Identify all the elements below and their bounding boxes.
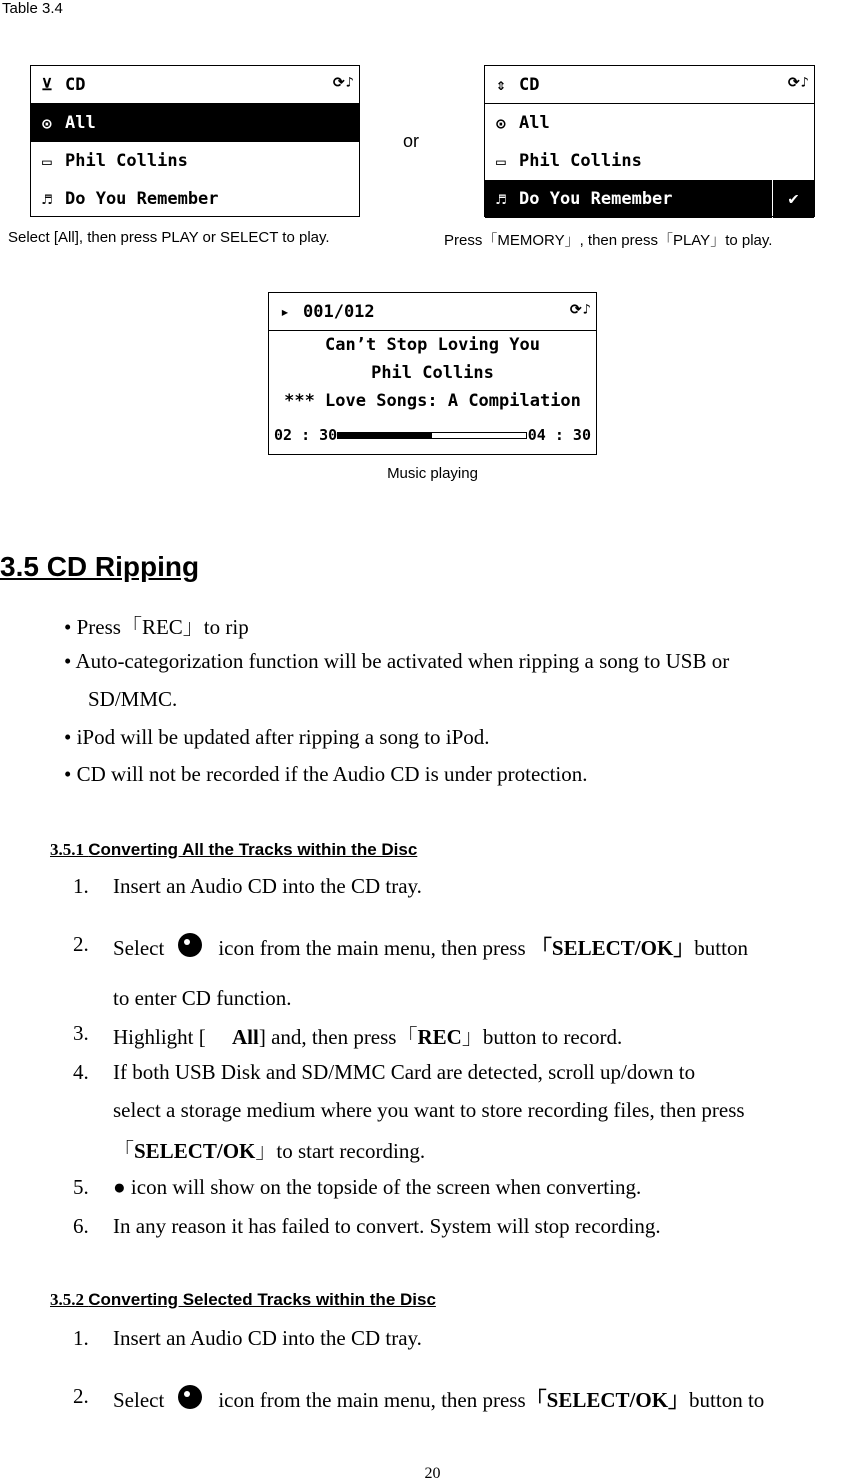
lcd-screen-select-all [30,65,360,217]
progress-fill [338,433,432,438]
lcd-screen-playing [268,292,597,455]
item-label: All [519,113,550,133]
check-icon: ✔ [773,180,814,218]
song-title: Can’t Stop Loving You [325,335,540,355]
track-counter: 001/012 [303,301,375,322]
music-note-icon: ♬ [496,189,506,209]
caption: Press「MEMORY」, then press「PLAY」to play. [444,232,773,249]
caption: Music playing [387,465,478,482]
subsection-title: 3.5.1 Converting All the Tracks within the Disc [50,840,418,859]
folder-icon: ▭ [42,151,52,171]
subsection-title: 3.5.2 Converting Selected Tracks within the Disc [50,1290,436,1309]
list-item-all[interactable] [31,104,359,142]
or-label: or [403,131,420,151]
status-icons: ⟳♪ [787,75,810,91]
bullet: • Press「REC」to rip [64,615,249,639]
item-label: Phil Collins [519,151,642,171]
elapsed-time: 02 : 30 [274,426,338,444]
folder-icon: ▭ [496,151,506,171]
updown-icon: ⇕ [496,75,506,94]
list-item-folder[interactable] [31,142,359,180]
music-note-icon: ♬ [42,189,52,209]
item-label: All [65,113,96,133]
status-icons: ⟳♪ [332,75,355,91]
total-time: 04 : 30 [527,426,591,444]
bullet: • Auto-categorization function will be activated when ripping a song to USB or [64,649,730,673]
status-icons: ⟳♪ [569,302,592,318]
screen-title: CD [519,74,540,95]
list-item-song[interactable] [485,180,772,218]
list-item-song[interactable] [31,180,359,218]
artist: Phil Collins [371,363,494,383]
item-label: Phil Collins [65,151,188,171]
radio-icon: ⊙ [496,113,506,133]
album: *** Love Songs: A Compilation [284,391,581,411]
play-icon: ▸ [280,302,290,321]
table-label: Table 3.4 [2,0,63,17]
section-title: 3.5 CD Ripping [0,551,200,582]
download-icon: ⊻ [41,75,53,94]
page-number: 20 [424,1465,441,1482]
bullet: • CD will not be recorded if the Audio CD is under protection. [64,762,588,786]
lcd-screen-memory [484,65,815,217]
list-item-folder[interactable] [485,142,814,180]
cd-icon [178,933,202,957]
screen-title: CD [65,74,86,95]
list-item-all[interactable] [485,104,814,142]
bullet: • iPod will be updated after ripping a song to iPod. [64,725,490,749]
caption: Select [All], then press PLAY or SELECT to play. [8,229,330,246]
item-label: Do You Remember [65,189,219,209]
progress-bar [337,432,527,439]
radio-icon: ⊙ [42,113,52,133]
item-label: Do You Remember [519,189,673,209]
document-page: Table 3.4 ⊻ CD ⟳♪ ⊙ All ▭ Phil Collins ♬ Do You Remember or Select [All], then press PLAY or SELECT to play. ⇕ CD ⟳♪ ⊙ All ▭ Phil Collins ♬ Do You Remember ✔ Press「MEMORY」, then press「PLAY」to play. ▸ 001/012 ⟳♪ Can’t Stop Loving You Phil Collins *** Love Songs: A Compilation 02 : 30 04 : 30 Music playing 3.5 CD Ripping • Press「REC」to rip • Auto-categorization function will be activated when ripping a song to USB or SD/MMC. • iPod will be updated after ripping a song to iPod. • CD will not be recorded if the Audio CD is under protection. 3.5.1 Converting All the Tracks within the Disc 1. Insert an Audio CD into the CD tray. 2. Select icon from the main menu, then press 「SELECT/OK」button to enter CD function. 3. Highlight [ All] and, then press「REC」button to record. 4. If both USB Disk and SD/MMC Card are detected, scroll up/down to select a storage medium where you want to store recording files, then press 「SELECT/OK」to start recording. 5. ● icon will show on the topside of the screen when converting. 6. In any reason it has failed to convert. System will stop recording. 3.5.2 Converting Selected Tracks within the Disc 1. Insert an Audio CD into the CD tray. 2. Select icon from the main menu, then press「SELECT/OK」button to 20 [0,0,865,1484]
bullet: SD/MMC. [88,687,178,711]
cd-icon [178,1385,202,1409]
